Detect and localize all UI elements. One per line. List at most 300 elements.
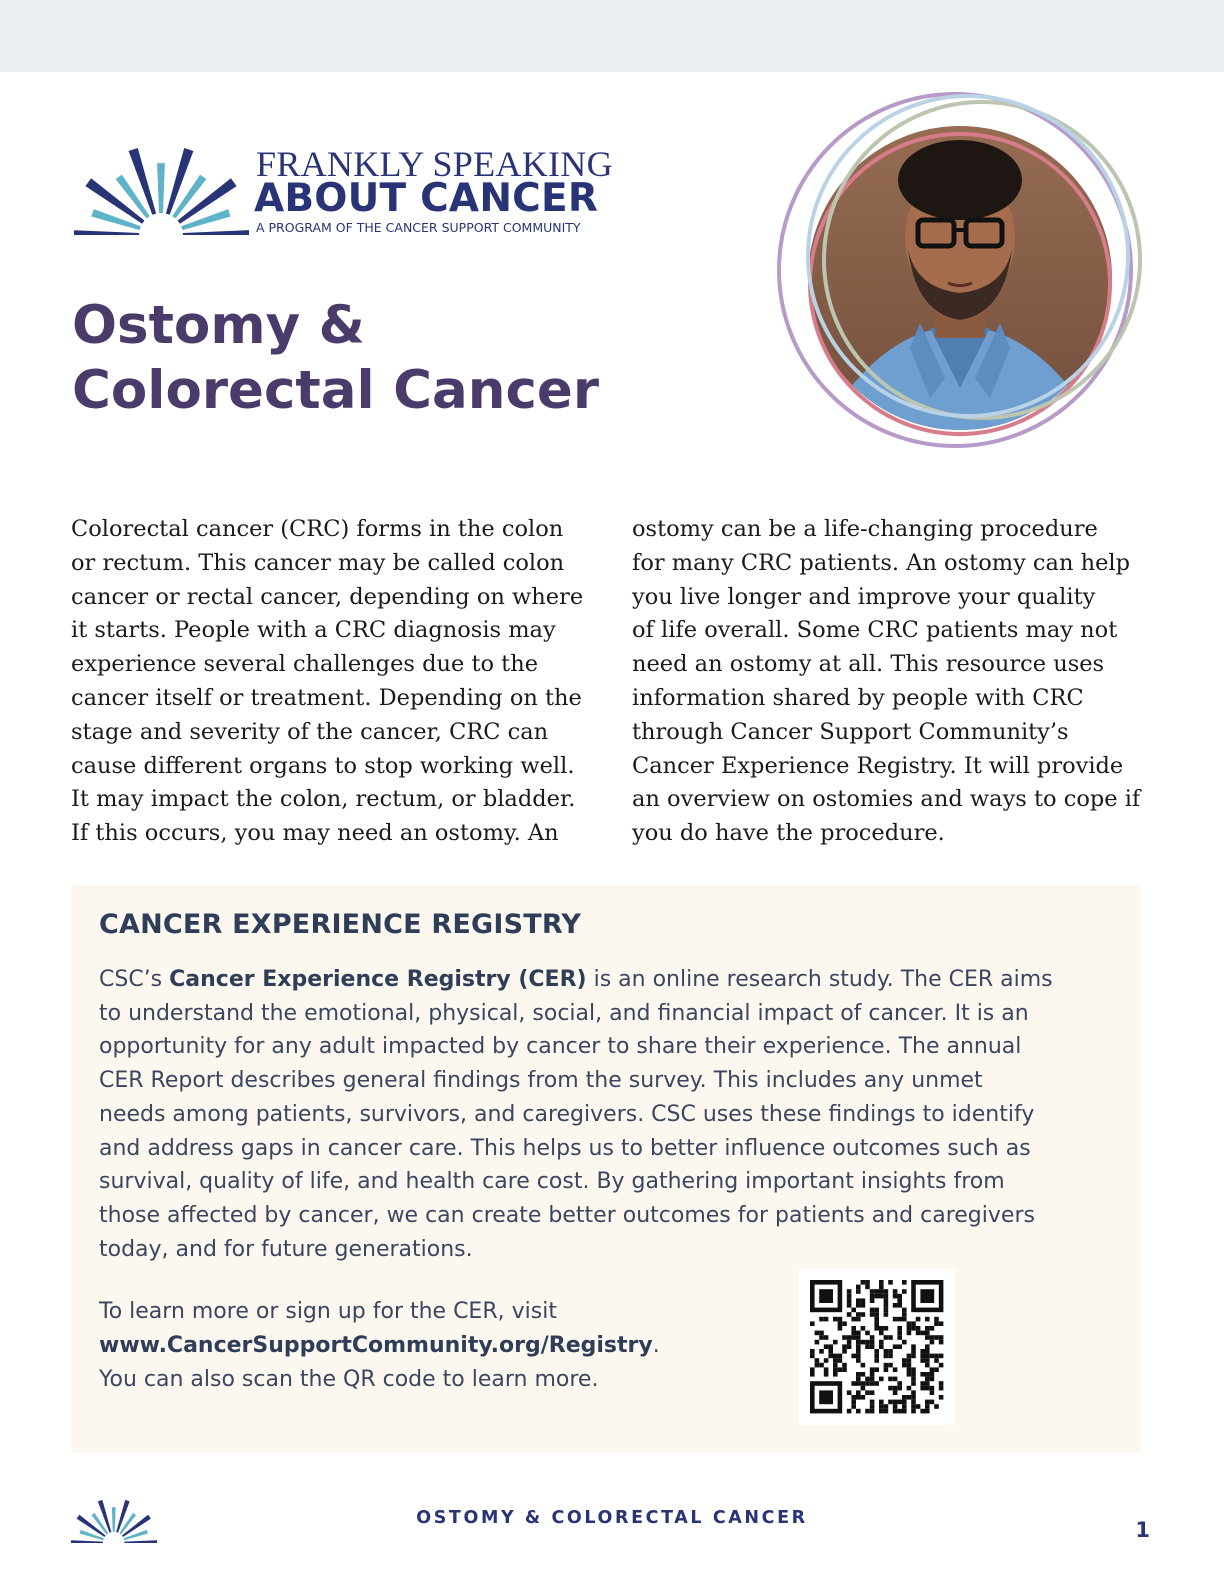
- qr-module: [888, 1377, 893, 1382]
- qr-module: [842, 1335, 847, 1340]
- qr-module: [851, 1308, 856, 1313]
- qr-module: [930, 1400, 935, 1405]
- qr-module: [907, 1326, 912, 1331]
- qr-module: [870, 1340, 875, 1345]
- text-line: through Cancer Support Community’s: [632, 718, 1069, 745]
- qr-module: [893, 1289, 898, 1294]
- qr-module: [902, 1363, 907, 1368]
- qr-module: [916, 1326, 921, 1331]
- text-line: cause different organs to stop working well.: [71, 752, 575, 779]
- text-line: needs among patients, survivors, and caregivers. CSC uses these findings to identify: [99, 1101, 1035, 1127]
- qr-module: [925, 1400, 930, 1405]
- qr-module: [870, 1381, 875, 1386]
- qr-module: [925, 1335, 930, 1340]
- page-title: [72, 293, 599, 423]
- qr-module: [897, 1326, 902, 1331]
- qr-module: [920, 1349, 925, 1354]
- qr-module: [865, 1381, 870, 1386]
- qr-module: [865, 1377, 870, 1382]
- qr-module: [851, 1335, 856, 1340]
- text-line: you do have the procedure.: [632, 820, 945, 847]
- qr-module: [874, 1354, 879, 1359]
- qr-module: [920, 1409, 925, 1414]
- qr-module: [888, 1349, 893, 1354]
- qr-module: [893, 1409, 898, 1414]
- qr-module: [874, 1294, 879, 1299]
- qr-module: [916, 1317, 921, 1322]
- qr-module: [870, 1335, 875, 1340]
- qr-module: [925, 1363, 930, 1368]
- qr-module: [851, 1404, 856, 1409]
- qr-module: [874, 1358, 879, 1363]
- qr-module: [861, 1340, 866, 1345]
- qr-module: [911, 1354, 916, 1359]
- qr-module: [939, 1354, 944, 1359]
- qr-module: [842, 1344, 847, 1349]
- qr-module: [879, 1344, 884, 1349]
- logo-wordmark-line2: ABOUT CANCER: [254, 176, 599, 221]
- qr-module: [897, 1294, 902, 1299]
- qr-module: [888, 1354, 893, 1359]
- qr-module: [911, 1372, 916, 1377]
- qr-module: [920, 1358, 925, 1363]
- qr-module: [879, 1400, 884, 1405]
- qr-module: [925, 1358, 930, 1363]
- qr-module: [939, 1395, 944, 1400]
- qr-module: [819, 1335, 824, 1340]
- qr-module: [911, 1409, 916, 1414]
- qr-module: [893, 1386, 898, 1391]
- qr-module: [847, 1390, 852, 1395]
- text-line: Colorectal cancer (CRC) forms in the colon: [71, 516, 564, 542]
- qr-module: [907, 1354, 912, 1359]
- qr-module: [861, 1381, 866, 1386]
- qr-module: [893, 1377, 898, 1382]
- qr-module: [920, 1381, 925, 1386]
- text-line: ostomy can be a life-changing procedure: [632, 516, 1098, 542]
- page-number: 1: [1135, 1518, 1150, 1542]
- qr-module: [842, 1321, 847, 1326]
- qr-module: [856, 1335, 861, 1340]
- qr-module: [911, 1400, 916, 1405]
- qr-module: [897, 1303, 902, 1308]
- qr-module: [930, 1354, 935, 1359]
- qr-module: [870, 1367, 875, 1372]
- qr-module: [865, 1331, 870, 1336]
- qr-module: [824, 1358, 829, 1363]
- qr-module: [930, 1367, 935, 1372]
- qr-module: [902, 1395, 907, 1400]
- qr-module: [893, 1390, 898, 1395]
- qr-module: [893, 1404, 898, 1409]
- qr-module: [907, 1372, 912, 1377]
- qr-module: [939, 1386, 944, 1391]
- qr-module: [884, 1409, 889, 1414]
- qr-module: [861, 1386, 866, 1391]
- text-line: survival, quality of life, and health care cost. By gathering important insights from: [99, 1169, 1005, 1195]
- qr-module: [902, 1340, 907, 1345]
- qr-module: [861, 1298, 866, 1303]
- qr-module: [847, 1298, 852, 1303]
- qr-module: [925, 1317, 930, 1322]
- qr-module: [856, 1354, 861, 1359]
- qr-module: [893, 1294, 898, 1299]
- text-line: Cancer Experience Registry. It will provide: [632, 752, 1124, 779]
- qr-module: [920, 1289, 934, 1303]
- qr-module: [939, 1363, 944, 1368]
- qr-module: [907, 1358, 912, 1363]
- text-line: it starts. People with a CRC diagnosis may: [71, 617, 556, 644]
- qr-module: [833, 1317, 838, 1322]
- qr-module: [838, 1367, 843, 1372]
- qr-module: [856, 1285, 861, 1290]
- qr-module: [925, 1331, 930, 1336]
- qr-module: [838, 1317, 843, 1322]
- text-line: to understand the emotional, physical, social, and financial impact of cancer. It is an: [99, 1000, 1029, 1026]
- qr-module: [911, 1377, 916, 1382]
- qr-module: [897, 1335, 902, 1340]
- qr-module: [879, 1280, 884, 1285]
- qr-module: [833, 1358, 838, 1363]
- qr-module: [888, 1386, 893, 1391]
- qr-module: [851, 1326, 856, 1331]
- qr-module: [884, 1404, 889, 1409]
- qr-module: [920, 1386, 925, 1391]
- qr-module: [874, 1326, 879, 1331]
- qr-module: [888, 1363, 893, 1368]
- qr-module: [856, 1331, 861, 1336]
- qr-module: [856, 1303, 861, 1308]
- qr-module: [911, 1349, 916, 1354]
- qr-module: [893, 1317, 898, 1322]
- intro-right-column: [632, 513, 1152, 851]
- qr-module: [810, 1354, 815, 1359]
- qr-module: [819, 1363, 824, 1368]
- learn-line2: [99, 1329, 779, 1363]
- qr-module: [851, 1331, 856, 1336]
- qr-module: [865, 1344, 870, 1349]
- qr-module: [847, 1335, 852, 1340]
- qr-module: [870, 1372, 875, 1377]
- text-line: information shared by people with CRC: [632, 684, 1084, 711]
- qr-module: [879, 1377, 884, 1382]
- qr-module: [861, 1303, 866, 1308]
- learn-line1: To learn more or sign up for the CER, visit: [99, 1299, 557, 1324]
- qr-module: [828, 1349, 833, 1354]
- qr-module: [874, 1321, 879, 1326]
- qr-module: [856, 1358, 861, 1363]
- qr-module: [925, 1381, 930, 1386]
- qr-module: [902, 1404, 907, 1409]
- qr-module: [851, 1317, 856, 1322]
- qr-module: [856, 1289, 861, 1294]
- sunburst-ray: [74, 230, 139, 235]
- qr-code[interactable]: [799, 1269, 955, 1425]
- qr-module: [870, 1344, 875, 1349]
- qr-module: [884, 1326, 889, 1331]
- qr-module: [874, 1289, 879, 1294]
- qr-module: [884, 1294, 889, 1299]
- qr-module: [819, 1331, 824, 1336]
- text-line: cancer or rectal cancer, depending on where: [71, 583, 584, 610]
- qr-module: [838, 1326, 843, 1331]
- qr-module: [856, 1372, 861, 1377]
- qr-module: [925, 1409, 930, 1414]
- qr-module: [888, 1280, 893, 1285]
- qr-module: [934, 1317, 939, 1322]
- qr-module: [893, 1303, 898, 1308]
- qr-module: [865, 1285, 870, 1290]
- sunburst-ray: [71, 1540, 103, 1543]
- qr-module: [930, 1386, 935, 1391]
- sunburst-ray: [129, 148, 157, 215]
- qr-module: [920, 1372, 925, 1377]
- registry-body-line: [99, 963, 1129, 997]
- qr-module: [907, 1395, 912, 1400]
- text-line: those affected by cancer, we can create better outcomes for patients and caregivers: [99, 1202, 1035, 1228]
- registry-line1-pre: CSC’s: [99, 967, 170, 992]
- qr-module: [884, 1289, 889, 1294]
- qr-module: [897, 1298, 902, 1303]
- qr-module: [925, 1354, 930, 1359]
- qr-module: [847, 1303, 852, 1308]
- intro-left-column: [71, 513, 591, 851]
- qr-module: [856, 1340, 861, 1345]
- qr-module: [897, 1317, 902, 1322]
- qr-module: [925, 1404, 930, 1409]
- qr-module: [893, 1400, 898, 1405]
- qr-module: [874, 1312, 879, 1317]
- qr-module: [884, 1349, 889, 1354]
- text-line: an overview on ostomies and ways to cope if: [632, 786, 1141, 813]
- qr-module: [810, 1367, 815, 1372]
- qr-module: [879, 1285, 884, 1290]
- qr-module: [856, 1312, 861, 1317]
- qr-module: [847, 1340, 852, 1345]
- qr-module: [930, 1372, 935, 1377]
- qr-module: [856, 1298, 861, 1303]
- qr-module: [861, 1326, 866, 1331]
- text-line: cancer itself or treatment. Depending on the: [71, 684, 582, 711]
- qr-module: [847, 1312, 852, 1317]
- registry-name-bold: Cancer Experience Registry (CER): [169, 967, 587, 992]
- qr-module: [851, 1395, 856, 1400]
- qr-module: [870, 1294, 875, 1299]
- qr-module: [907, 1367, 912, 1372]
- qr-module: [884, 1354, 889, 1359]
- text-line: stage and severity of the cancer, CRC can: [71, 718, 549, 745]
- qr-module: [884, 1367, 889, 1372]
- qr-module: [833, 1363, 838, 1368]
- qr-module: [897, 1381, 902, 1386]
- title-line1: Ostomy &: [72, 295, 365, 356]
- qr-module: [851, 1381, 856, 1386]
- qr-module: [870, 1312, 875, 1317]
- qr-module: [810, 1372, 815, 1377]
- qr-module: [902, 1280, 907, 1285]
- text-line: It may impact the colon, rectum, or bladder.: [71, 786, 576, 813]
- registry-line1-post: is an online research study. The CER aims: [586, 967, 1053, 992]
- qr-module: [870, 1377, 875, 1382]
- qr-module: [824, 1344, 829, 1349]
- qr-module: [842, 1349, 847, 1354]
- qr-module: [930, 1377, 935, 1382]
- qr-module: [907, 1363, 912, 1368]
- text-line: or rectum. This cancer may be called colon: [71, 549, 565, 576]
- qr-module: [874, 1381, 879, 1386]
- qr-module: [810, 1349, 815, 1354]
- registry-url-link[interactable]: www.CancerSupportCommunity.org/Registry: [99, 1333, 653, 1358]
- qr-module: [874, 1367, 879, 1372]
- qr-module: [939, 1381, 944, 1386]
- text-line: If this occurs, you may need an ostomy. An: [71, 820, 559, 847]
- qr-module: [920, 1354, 925, 1359]
- logo-wordmark-line1: FRANKLY SPEAKING: [256, 144, 613, 184]
- qr-module: [856, 1381, 861, 1386]
- qr-module: [824, 1335, 829, 1340]
- brand-logo: [74, 143, 644, 243]
- qr-module: [888, 1335, 893, 1340]
- qr-module: [861, 1280, 866, 1285]
- qr-module: [815, 1340, 820, 1345]
- qr-module: [861, 1363, 866, 1368]
- qr-module: [865, 1409, 870, 1414]
- qr-module: [865, 1340, 870, 1345]
- qr-module: [902, 1400, 907, 1405]
- qr-module: [879, 1340, 884, 1345]
- qr-module: [851, 1400, 856, 1405]
- qr-module: [902, 1312, 907, 1317]
- sunburst-ray: [166, 148, 194, 215]
- qr-module: [838, 1321, 843, 1326]
- qr-module: [847, 1289, 852, 1294]
- qr-module: [838, 1358, 843, 1363]
- qr-module: [865, 1390, 870, 1395]
- qr-module: [874, 1317, 879, 1322]
- qr-module: [842, 1367, 847, 1372]
- sunburst-ray: [157, 163, 165, 213]
- qr-module: [907, 1386, 912, 1391]
- logo-tagline: A PROGRAM OF THE CANCER SUPPORT COMMUNITY: [256, 220, 581, 235]
- qr-module: [847, 1409, 852, 1414]
- qr-module: [856, 1409, 861, 1414]
- qr-module: [856, 1377, 861, 1382]
- qr-module: [870, 1409, 875, 1414]
- qr-module: [824, 1317, 829, 1322]
- qr-module: [902, 1308, 907, 1313]
- qr-module: [925, 1326, 930, 1331]
- qr-module: [897, 1344, 902, 1349]
- qr-module: [925, 1372, 930, 1377]
- qr-module: [911, 1326, 916, 1331]
- qr-module: [893, 1344, 898, 1349]
- qr-module: [884, 1298, 889, 1303]
- qr-module: [888, 1400, 893, 1405]
- qr-module: [911, 1395, 916, 1400]
- title-line2: Colorectal Cancer: [72, 360, 599, 421]
- qr-module: [930, 1326, 935, 1331]
- text-line: for many CRC patients. An ostomy can help: [632, 549, 1130, 576]
- qr-module: [824, 1372, 829, 1377]
- qr-module: [911, 1404, 916, 1409]
- qr-module: [861, 1372, 866, 1377]
- qr-module: [884, 1335, 889, 1340]
- registry-heading: CANCER EXPERIENCE REGISTRY: [99, 909, 582, 940]
- qr-module: [897, 1386, 902, 1391]
- qr-module: [833, 1354, 838, 1359]
- qr-module: [856, 1390, 861, 1395]
- qr-module: [911, 1390, 916, 1395]
- qr-module: [847, 1344, 852, 1349]
- text-line: CER Report describes general findings from the survey. This includes any unmet: [99, 1068, 983, 1094]
- qr-module: [815, 1363, 820, 1368]
- qr-module: [833, 1367, 838, 1372]
- qr-module: [861, 1395, 866, 1400]
- footer-title: OSTOMY & COLORECTAL CANCER: [416, 1508, 808, 1528]
- qr-module: [934, 1335, 939, 1340]
- qr-module: [925, 1386, 930, 1391]
- qr-module: [925, 1377, 930, 1382]
- qr-module: [815, 1358, 820, 1363]
- learn-line3: You can also scan the QR code to learn more.: [99, 1367, 599, 1392]
- registry-body: [99, 963, 1129, 1266]
- qr-module: [911, 1321, 916, 1326]
- qr-module: [819, 1349, 824, 1354]
- qr-module: [920, 1331, 925, 1336]
- qr-module: [870, 1404, 875, 1409]
- qr-module: [930, 1340, 935, 1345]
- qr-module: [879, 1331, 884, 1336]
- qr-module: [815, 1331, 820, 1336]
- text-line: you live longer and improve your quality: [632, 583, 1096, 610]
- qr-module: [902, 1289, 907, 1294]
- registry-callout: [71, 885, 1141, 1453]
- qr-module: [828, 1344, 833, 1349]
- qr-module: [911, 1367, 916, 1372]
- qr-module: [925, 1344, 930, 1349]
- qr-module: [907, 1331, 912, 1336]
- qr-module: [833, 1372, 838, 1377]
- qr-module: [879, 1326, 884, 1331]
- qr-module: [930, 1390, 935, 1395]
- qr-module: [870, 1400, 875, 1405]
- text-line: today, and for future generations.: [99, 1236, 473, 1262]
- qr-module: [879, 1409, 884, 1414]
- qr-module: [934, 1367, 939, 1372]
- qr-module: [884, 1308, 889, 1313]
- qr-module: [930, 1335, 935, 1340]
- qr-module: [870, 1289, 875, 1294]
- qr-module: [870, 1298, 875, 1303]
- qr-module: [842, 1363, 847, 1368]
- qr-module: [911, 1344, 916, 1349]
- sunburst-ray: [183, 230, 249, 235]
- qr-module: [897, 1400, 902, 1405]
- sunburst-ray: [125, 1540, 157, 1543]
- qr-module: [879, 1289, 884, 1294]
- text-line: of life overall. Some CRC patients may not: [632, 617, 1118, 644]
- sunburst-rays-icon: [74, 143, 249, 235]
- qr-module: [884, 1312, 889, 1317]
- qr-module: [934, 1354, 939, 1359]
- portrait-photo: [770, 88, 1150, 468]
- registry-learn-more: [99, 1295, 779, 1397]
- qr-module: [810, 1321, 815, 1326]
- qr-module: [925, 1349, 930, 1354]
- qr-module: [870, 1308, 875, 1313]
- qr-module: [861, 1312, 866, 1317]
- qr-module: [879, 1294, 884, 1299]
